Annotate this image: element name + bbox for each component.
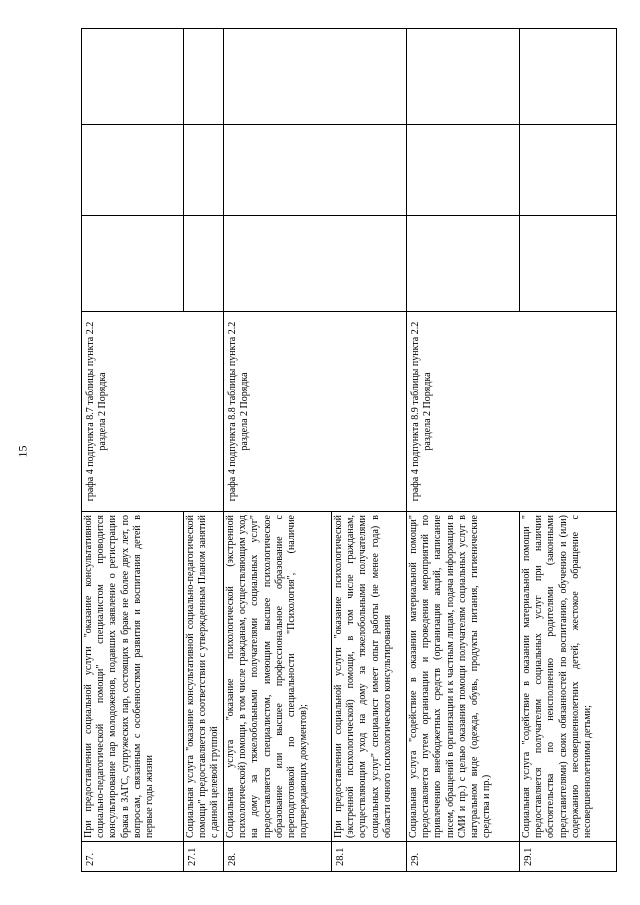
empty-cell	[407, 216, 520, 312]
row-number: 29.	[407, 842, 520, 872]
rotated-document-sheet	[81, 29, 617, 872]
row-text: Социальная услуга "оказание психологической (экстренной психологической) помощи, в том числе гражданам, осуществляющим уход на дому за тяжелобольными получателями социальных услуг" предоставляется специалистом, имеющим высшее психологическое образование или высшее профессиональное образование с переподготовкой по специальности "Психология", (наличие подтверждающих документов);	[224, 512, 332, 842]
row-number: 28.	[224, 842, 332, 872]
row-text: Социальная услуга "содействие в оказании материальной помощи" предоставляется путем организации и проведения мероприятий по привлечению внебюджетных средств (организация акций, написание писем, обращений в организации и к частным лицам, подача информации в СМИ и пр.) с целью оказания помощи получателям социальных услуг в натуральном виде (одежда, обувь, продукты питания, гигиенические средства и пр.)	[407, 512, 520, 842]
table-row	[224, 29, 332, 872]
row-reference: графа 4 подпункта 8.9 таблицы пункта 2.2 раздела 2 Порядка	[407, 312, 617, 512]
empty-cell	[224, 125, 407, 216]
table-row	[407, 29, 520, 872]
page-number: 15	[15, 445, 30, 458]
empty-cell	[184, 29, 224, 125]
row-number: 27.	[82, 842, 184, 872]
row-number: 28.1	[332, 842, 407, 872]
table-row	[82, 29, 184, 872]
empty-cell	[82, 29, 184, 125]
empty-cell	[224, 216, 407, 312]
empty-cell	[82, 216, 184, 312]
row-reference: графа 4 подпункта 8.8 таблицы пункта 2.2 раздела 2 Порядка	[224, 312, 407, 512]
empty-cell	[407, 125, 520, 216]
empty-cell	[520, 216, 617, 312]
row-reference: графа 4 подпункта 8.7 таблицы пункта 2.2 раздела 2 Порядка	[82, 312, 224, 512]
empty-cell	[520, 125, 617, 216]
row-text: Социальная услуга "содействие в оказании материальной помощи " предоставляется получателям социальных услуг при наличии обстоятельства по неисполнению родителями (законными представителями) своих обязанностей по воспитанию, обучению и (или) содержанию несовершеннолетних детей, жестокое обращение с несовершеннолетними детьми;	[520, 512, 617, 842]
criteria-table	[81, 28, 617, 872]
empty-cell	[520, 29, 617, 125]
row-text: Социальная услуга "оказание консультативной социально-педагогической помощи" предоставляется в соответствии с утвержденным Планом занятий с данной целевой группой	[184, 512, 224, 842]
empty-cell	[184, 216, 224, 312]
empty-cell	[224, 29, 407, 125]
empty-cell	[184, 125, 224, 216]
empty-cell	[407, 29, 520, 125]
row-number: 29.1	[520, 842, 617, 872]
row-text: При предоставлении социальной услуги "оказание консультативной социально-педагогической помощи" специалистом проводится консультирование пар молодоженов, подавших заявление о регистрации брака в ЗАГС, супружеских пар, состоящих в браке не более двух лет, по вопросам, связанным с особенностями развития и воспитания детей в первые годы жизни	[82, 512, 184, 842]
row-text: При предоставлении социальной услуги "оказание психологической (экстренной психологической) помощи, в том числе гражданам, осуществляющим уход на дому за тяжелобольными получателями социальных услуг" специалист имеет опыт работы (не менее года) в области очного психологического консультирования	[332, 512, 407, 842]
row-number: 27.1	[184, 842, 224, 872]
empty-cell	[82, 125, 184, 216]
